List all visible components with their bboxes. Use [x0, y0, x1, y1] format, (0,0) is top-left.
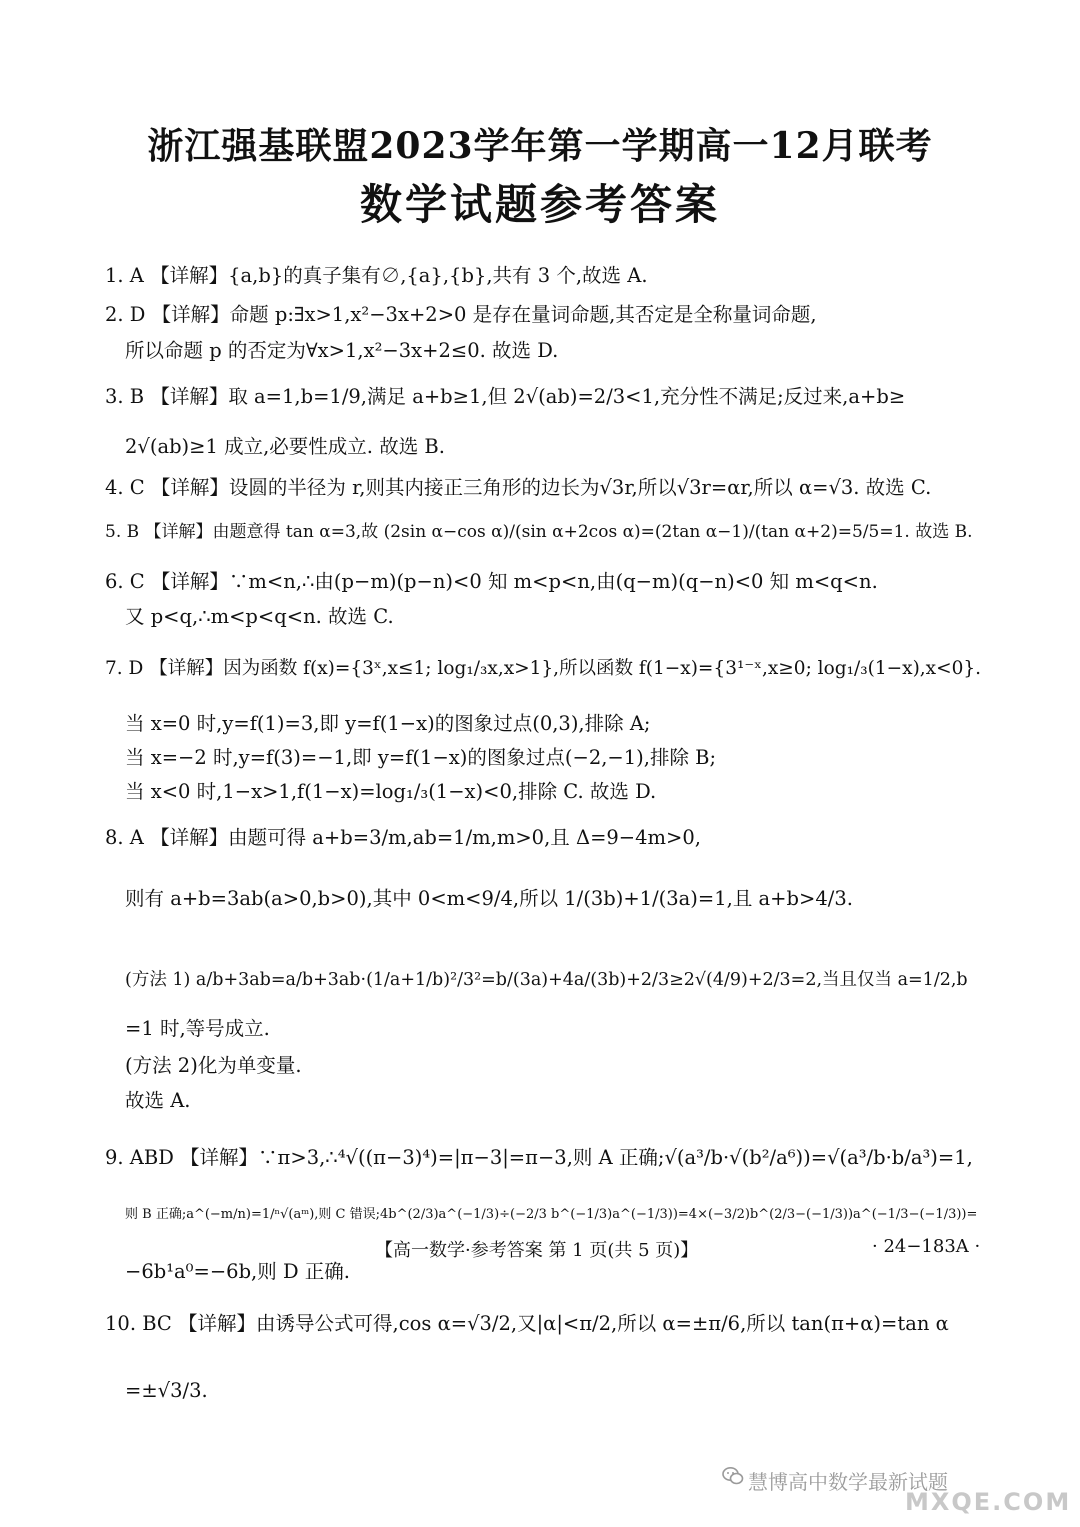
watermark-site: MXQE.COM [905, 1488, 1072, 1516]
answer-line: 9. ABD 【详解】∵π>3,∴⁴√((π−3)⁴)=|π−3|=π−3,则 A 正确;√(a³/b·√(b²/a⁶))=√(a³/b·b/a³)=1, [105, 1146, 973, 1169]
answer-line: 7. D 【详解】因为函数 f(x)={3ˣ,x≤1; log₁/₃x,x>1},所以函数 f(1−x)={3¹⁻ˣ,x≥0; log₁/₃(1−x),x<0}. [105, 658, 982, 679]
answer-line: =±√3/3. [125, 1379, 208, 1402]
answer-line: 2. D 【详解】命题 p:∃x>1,x²−3x+2>0 是存在量词命题,其否定是全称量词命题, [105, 303, 817, 326]
answer-line: 5. B 【详解】由题意得 tan α=3,故 (2sin α−cos α)/(sin α+2cos α)=(2tan α−1)/(tan α+2)=5/5=1. 故选 B. [105, 522, 973, 542]
answer-line: =1 时,等号成立. [125, 1017, 270, 1040]
answer-line: 则有 a+b=3ab(a>0,b>0),其中 0<m<9/4,所以 1/(3b)+1/(3a)=1,且 a+b>4/3. [125, 887, 853, 910]
footer-code: · 24−183A · [872, 1236, 981, 1257]
answer-line: −6b¹a⁰=−6b,则 D 正确. [125, 1260, 350, 1283]
page-subtitle: 数学试题参考答案 [359, 180, 720, 229]
answer-line: 8. A 【详解】由题可得 a+b=3/m,ab=1/m,m>0,且 Δ=9−4m>0, [105, 826, 701, 849]
answer-line: (方法 2)化为单变量. [125, 1054, 302, 1077]
answer-line: 1. A 【详解】{a,b}的真子集有∅,{a},{b},共有 3 个,故选 A. [105, 264, 648, 287]
answer-line: 2√(ab)≥1 成立,必要性成立. 故选 B. [125, 435, 445, 458]
answer-line: 所以命题 p 的否定为∀x>1,x²−3x+2≤0. 故选 D. [125, 339, 559, 362]
answer-line: 故选 A. [125, 1089, 191, 1112]
answer-line: 当 x=0 时,y=f(1)=3,即 y=f(1−x)的图象过点(0,3),排除 A; [125, 712, 651, 735]
wechat-icon [722, 1466, 744, 1486]
answer-line: 3. B 【详解】取 a=1,b=1/9,满足 a+b≥1,但 2√(ab)=2/3<1,充分性不满足;反过来,a+b≥ [105, 385, 906, 408]
answer-line: 4. C 【详解】设圆的半径为 r,则其内接正三角形的边长为√3r,所以√3r=αr,所以 α=√3. 故选 C. [105, 476, 932, 499]
watermark-account: 慧博高中数学最新试题 [748, 1470, 948, 1494]
answer-line: 6. C 【详解】∵m<n,∴由(p−m)(p−n)<0 知 m<p<n,由(q−m)(q−n)<0 知 m<q<n. [105, 570, 878, 593]
answer-line: 10. BC 【详解】由诱导公式可得,cos α=√3/2,又|α|<π/2,所以 α=±π/6,所以 tan(π+α)=tan α [105, 1312, 949, 1335]
answer-line: 又 p<q,∴m<p<q<n. 故选 C. [125, 605, 394, 628]
answer-line: 当 x=−2 时,y=f(3)=−1,即 y=f(1−x)的图象过点(−2,−1),排除 B; [125, 746, 717, 769]
answer-line: 则 B 正确;a^(−m/n)=1/ⁿ√(aᵐ),则 C 错误;4b^(2/3)a^(−1/3)÷(−2/3 b^(−1/3)a^(−1/3))=4×(−3/2)b^(2/3−(−1/3))a^(−1/3−(−1/3))= [125, 1207, 978, 1222]
answer-line: 当 x<0 时,1−x>1,f(1−x)=log₁/₃(1−x)<0,排除 C. 故选 D. [125, 780, 657, 803]
footer-label: 【高一数学·参考答案 第 1 页(共 5 页)】 [375, 1240, 699, 1261]
answer-line: (方法 1) a/b+3ab=a/b+3ab·(1/a+1/b)²/3²=b/(3a)+4a/(3b)+2/3≥2√(4/9)+2/3=2,当且仅当 a=1/2,b [125, 970, 968, 990]
page-title: 浙江强基联盟2023学年第一学期高一12月联考 [147, 125, 933, 167]
